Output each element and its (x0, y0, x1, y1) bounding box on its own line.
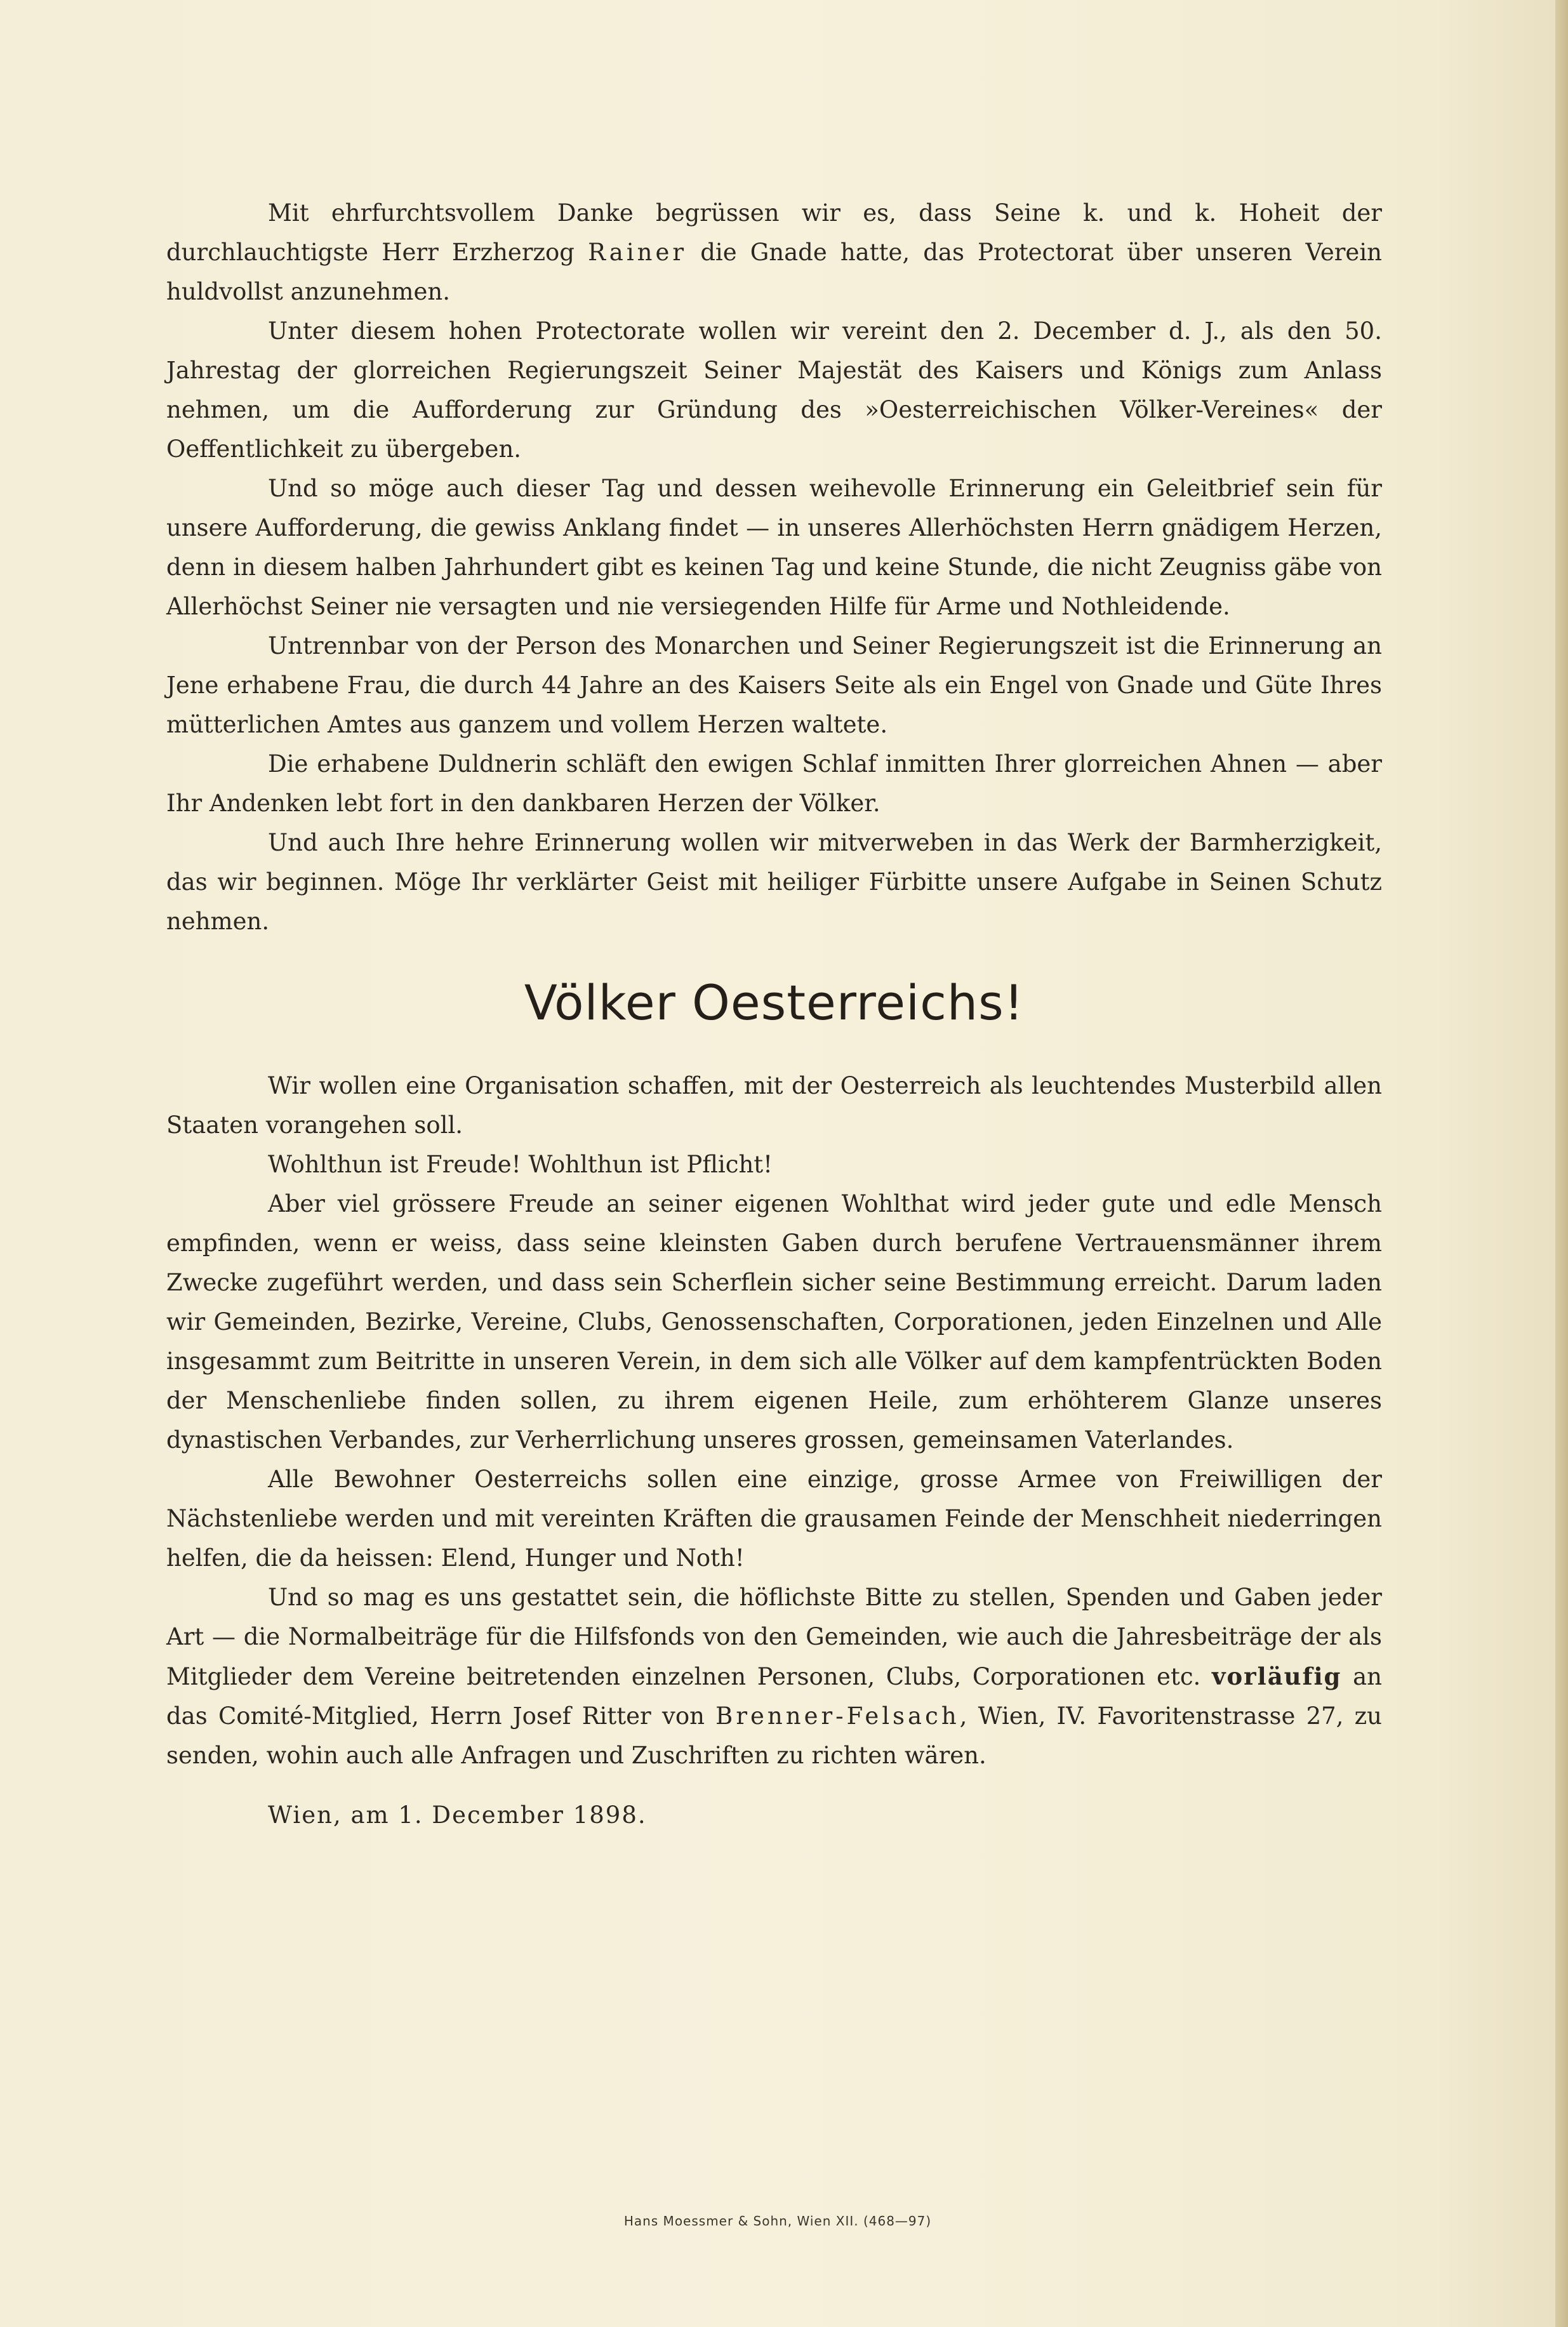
page-edge (1555, 0, 1568, 2327)
name-rainer: Rainer (588, 239, 688, 266)
paragraph-donation-request (166, 1578, 1382, 1775)
paragraph-jubilee: Unter diesem hohen Protectorate wollen wir vereint den 2. December d. J., als den 50. Jahrestag der glorreichen Regierungszeit Seiner Majestät des Kaisers und Königs zum Anlass nehmen, um die Aufforderung zur Gründung des »Oesterreichischen Völker-Vereines« der Oeffentlichkeit zu übergeben. (166, 317, 1382, 463)
paragraph-organisation: Wir wollen eine Organisation schaffen, mit der Oesterreich als leuchtendes Musterbild allen Staaten vorangehen soll. (166, 1072, 1382, 1139)
paragraph-empress: Untrennbar von der Person des Monarchen und Seiner Regierungszeit ist die Erinnerung an Jene erhabene Frau, die durch 44 Jahre an des Kaisers Seite als ein Engel von Gnade und Güte Ihres mütterlichen Amtes aus ganzem und vollem Herzen waltete. (166, 632, 1382, 738)
paragraph-invitation: Aber viel grössere Freude an seiner eigenen Wohlthat wird jeder gute und edle Mensch empfinden, wenn er weiss, dass seine kleinsten Gaben durch berufene Vertrauensmänner ihrem Zwecke zugeführt werden, und dass sein Scherflein sicher seine Bestimmung erreicht. Darum laden wir Gemeinden, Bezirke, Vereine, Clubs, Genossenschaften, Corporationen, jeden Einzelnen und Alle insgesammt zum Beitritte in unseren Verein, in dem sich alle Völker auf dem kampfentrückten Boden der Menschenliebe finden sollen, zu ihrem eigenen Heile, zum erhöhterem Glanze unseres dynastischen Verbandes, zur Verherrlichung unseres grossen, gemeinsamen Vaterlandes. (166, 1190, 1382, 1454)
emphasis-vorlaeufig: vorläufig (1211, 1662, 1342, 1690)
text-run: , Wien, IV. Favoritenstrasse 27, zu senden, wohin auch alle Anfragen und Zuschriften zu richten wären. (166, 1702, 1382, 1769)
text-run: Mit ehrfurchtsvollem Danke begrüssen wir es, dass Seine k. und k. Hoheit der durchlauchtigste Herr Erzherzog (166, 199, 1382, 266)
paragraph-duldnerin: Die erhabene Duldnerin schläft den ewigen Schlaf inmitten Ihrer glorreichen Ahnen — aber Ihr Andenken lebt fort in den dankbaren Herzen der Völker. (166, 750, 1382, 817)
paragraph-army-of-charity: Alle Bewohner Oesterreichs sollen eine einzige, grosse Armee von Freiwilligen der Nächstenliebe werden und mit vereinten Kräften die grausamen Feinde der Menschheit niederringen helfen, die da heissen: Elend, Hunger und Noth! (166, 1466, 1382, 1572)
paragraph-motto: Wohlthun ist Freude! Wohlthun ist Pflicht! (268, 1151, 773, 1178)
paragraph-remembrance: Und auch Ihre hehre Erinnerung wollen wir mitverweben in das Werk der Barmherzigkeit, das wir beginnen. Möge Ihr verklärter Geist mit heiliger Fürbitte unsere Aufgabe in Seinen Schutz nehmen. (166, 829, 1382, 935)
intro-section (166, 194, 1382, 941)
name-brenner-felsach: Brenner-Felsach (715, 1702, 960, 1730)
text-run: an das Comité-Mitglied, Herrn Josef Ritter von (166, 1663, 1382, 1730)
printer-imprint: Hans Moessmer & Sohn, Wien XII. (468—97) (623, 2213, 932, 2229)
text-run: Und so mag es uns gestattet sein, die höflichste Bitte zu stellen, Spenden und Gaben jeder Art — die Normalbeiträge für die Hilfsfonds von den Gemeinden, wie auch die Jahresbeiträge der als Mitglieder dem Vereine beitretenden einzelnen Personen, Clubs, Corporationen etc. (166, 1584, 1382, 1690)
appeal-section (166, 1066, 1382, 1775)
text-run: die Gnade hatte, das Protectorat über unseren Verein huldvollst anzunehmen. (166, 239, 1382, 305)
date-line: Wien, am 1. December 1898. (268, 1801, 647, 1829)
appeal-heading: Völker Oesterreichs! (524, 974, 1025, 1031)
paragraph-protectorate (166, 194, 1382, 312)
paragraph-geleitbrief: Und so möge auch dieser Tag und dessen weihevolle Erinnerung ein Geleitbrief sein für unsere Aufforderung, die gewiss Anklang findet — in unseres Allerhöchsten Herrn gnädigem Herzen, denn in diesem halben Jahrhundert gibt es keinen Tag und keine Stunde, die nicht Zeugniss gäbe von Allerhöchst Seiner nie versagten und nie versiegenden Hilfe für Arme und Nothleidende. (166, 475, 1382, 620)
